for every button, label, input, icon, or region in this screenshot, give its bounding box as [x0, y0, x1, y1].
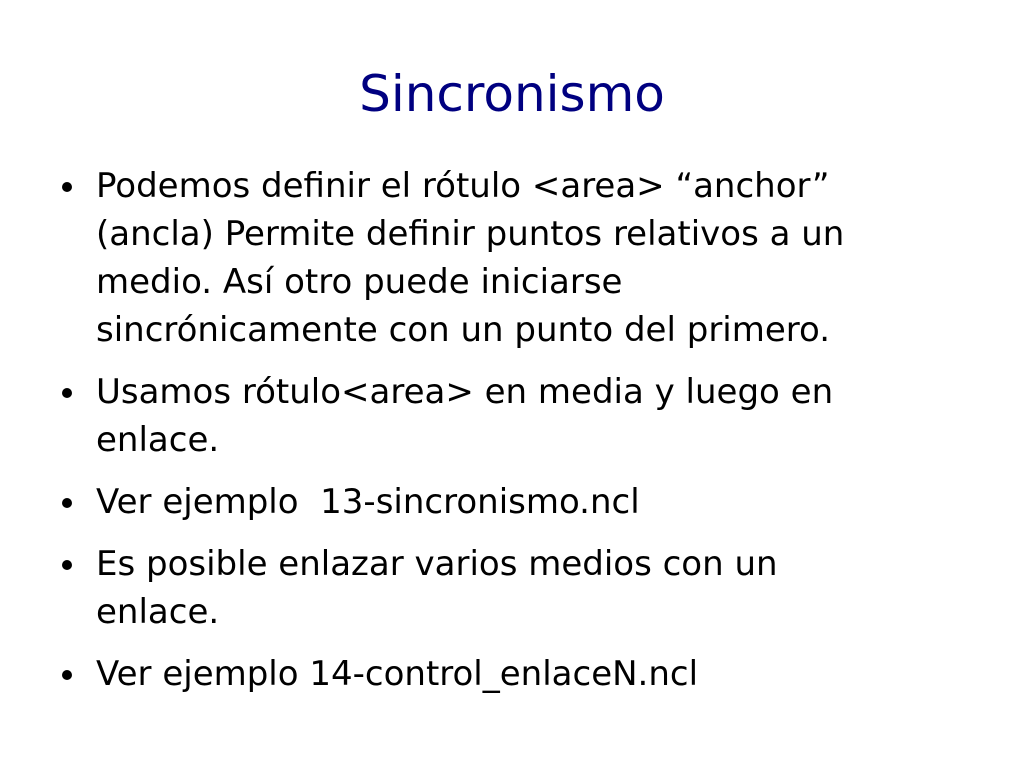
- bullet-item: [56, 368, 956, 464]
- slide-title: Sincronismo: [359, 65, 665, 123]
- bullet-item: [56, 478, 956, 526]
- bullet-item: [56, 540, 956, 636]
- bullet-text: Podemos definir el rótulo <area> “anchor” (ancla) Permite definir puntos relativos a un medio. Así otro puede iniciarse sincrónicamente con un punto del primero.: [96, 166, 845, 350]
- bullet-dot-icon: [62, 670, 72, 680]
- bullet-item: [56, 162, 956, 354]
- bullet-dot-icon: [62, 388, 72, 398]
- bullet-text: Es posible enlazar varios medios con un enlace.: [96, 544, 778, 632]
- bullet-text: Usamos rótulo<area> en media y luego en enlace.: [96, 372, 834, 460]
- bullet-dot-icon: [62, 182, 72, 192]
- bullet-list: [56, 162, 956, 712]
- bullet-text: Ver ejemplo 14-control_enlaceN.ncl: [96, 654, 699, 694]
- bullet-dot-icon: [62, 560, 72, 570]
- bullet-dot-icon: [62, 498, 72, 508]
- bullet-text: Ver ejemplo 13-sincronismo.ncl: [96, 482, 640, 522]
- bullet-item: [56, 650, 956, 698]
